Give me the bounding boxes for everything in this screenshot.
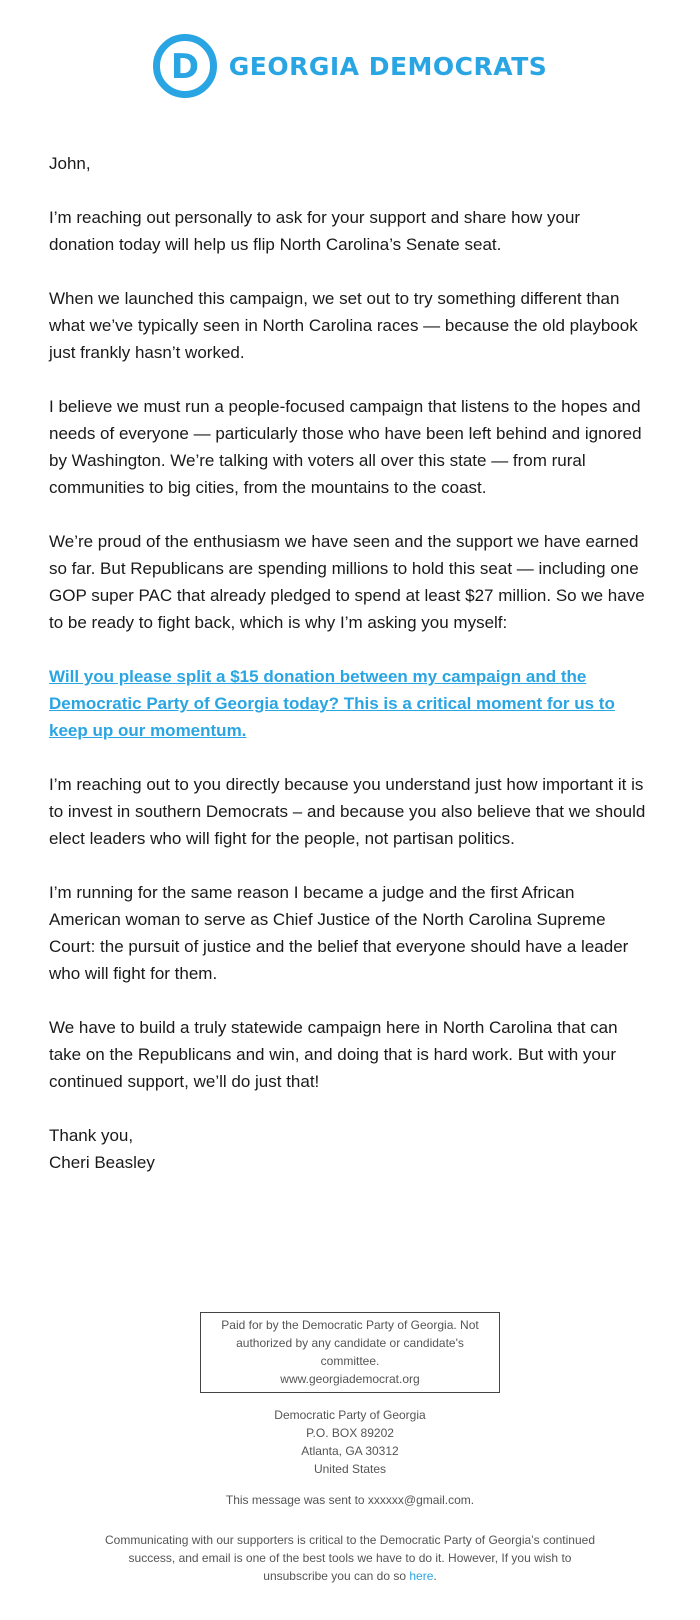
paragraph: I’m running for the same reason I became a judge and the first African American woman to serve as Chief Justice of the North Carolina Supreme Court: the pursuit of justice and the belief that everyone should have a leader who will fight for them. bbox=[49, 883, 629, 983]
sent-suffix: . bbox=[470, 1493, 475, 1507]
unsubscribe-line: success, and email is one of the best tools we have to do it. However, If you wish to bbox=[128, 1551, 572, 1565]
address-line: Atlanta, GA 30312 bbox=[301, 1444, 399, 1458]
paragraph: I’m reaching out personally to ask for your support and share how your donation today will help us flip North Carolina’s Senate seat. bbox=[49, 208, 581, 254]
sent-prefix: This message was sent to bbox=[225, 1493, 368, 1507]
logo-letter: D bbox=[170, 47, 199, 87]
paragraph: We have to build a truly statewide campaign here in North Carolina that can take on the Republicans and win, and doing that is hard work. But with your continued support, we’ll do just that! bbox=[49, 1018, 618, 1091]
unsubscribe-notice bbox=[100, 1531, 600, 1585]
unsubscribe-line: unsubscribe you can do so bbox=[263, 1569, 410, 1583]
address-line: P.O. BOX 89202 bbox=[306, 1426, 394, 1440]
letter-body bbox=[49, 150, 649, 1176]
donation-cta-link[interactable]: Will you please split a $15 donation between my campaign and the Democratic Party of Georgia today? This is a critical moment for us to keep up our momentum. bbox=[49, 667, 615, 740]
recipient-email: xxxxxx@gmail.com bbox=[367, 1493, 471, 1507]
closing: Thank you, bbox=[49, 1126, 134, 1145]
paid-for-disclaimer bbox=[200, 1312, 500, 1393]
unsubscribe-line: Communicating with our supporters is critical to the Democratic Party of Georgia’s continued bbox=[105, 1533, 595, 1547]
unsubscribe-link[interactable]: here bbox=[409, 1569, 434, 1583]
footer bbox=[0, 1312, 700, 1585]
disclaimer-website: www.georgiademocrat.org bbox=[280, 1372, 420, 1386]
paragraph: I’m reaching out to you directly because you understand just how important it is to invest in southern Democrats – and because you also believe that we should elect leaders who will fight for the people, not partisan politics. bbox=[49, 775, 646, 848]
unsubscribe-suffix: . bbox=[433, 1569, 437, 1583]
header bbox=[0, 34, 700, 98]
greeting: John, bbox=[49, 154, 91, 173]
signature: Cheri Beasley bbox=[49, 1153, 155, 1172]
sent-to-notice bbox=[0, 1491, 700, 1509]
disclaimer-line: Paid for by the Democratic Party of Georgia. Not bbox=[221, 1318, 479, 1332]
address-line: Democratic Party of Georgia bbox=[274, 1408, 426, 1422]
mailing-address bbox=[0, 1406, 700, 1478]
logo-text: GEORGIA DEMOCRATS bbox=[228, 51, 548, 81]
paragraph: When we launched this campaign, we set out to try something different than what we’ve typically seen in North Carolina races — because the old playbook just frankly hasn’t worked. bbox=[49, 289, 638, 362]
paragraph: I believe we must run a people-focused campaign that listens to the hopes and needs of everyone — particularly those who have been left behind and ignored by Washington. We’re talking with voters all over this state — from rural communities to big cities, from the mountains to the coast. bbox=[49, 397, 642, 497]
disclaimer-line: authorized by any candidate or candidate's committee. bbox=[236, 1336, 464, 1368]
address-line: United States bbox=[313, 1462, 387, 1476]
paragraph: We’re proud of the enthusiasm we have seen and the support we have earned so far. But Republicans are spending millions to hold this seat — including one GOP super PAC that already pledged to spend at least $27 million. So we have to be ready to fight back, which is why I’m asking you myself: bbox=[49, 532, 645, 632]
democrats-logo-icon bbox=[153, 34, 217, 98]
